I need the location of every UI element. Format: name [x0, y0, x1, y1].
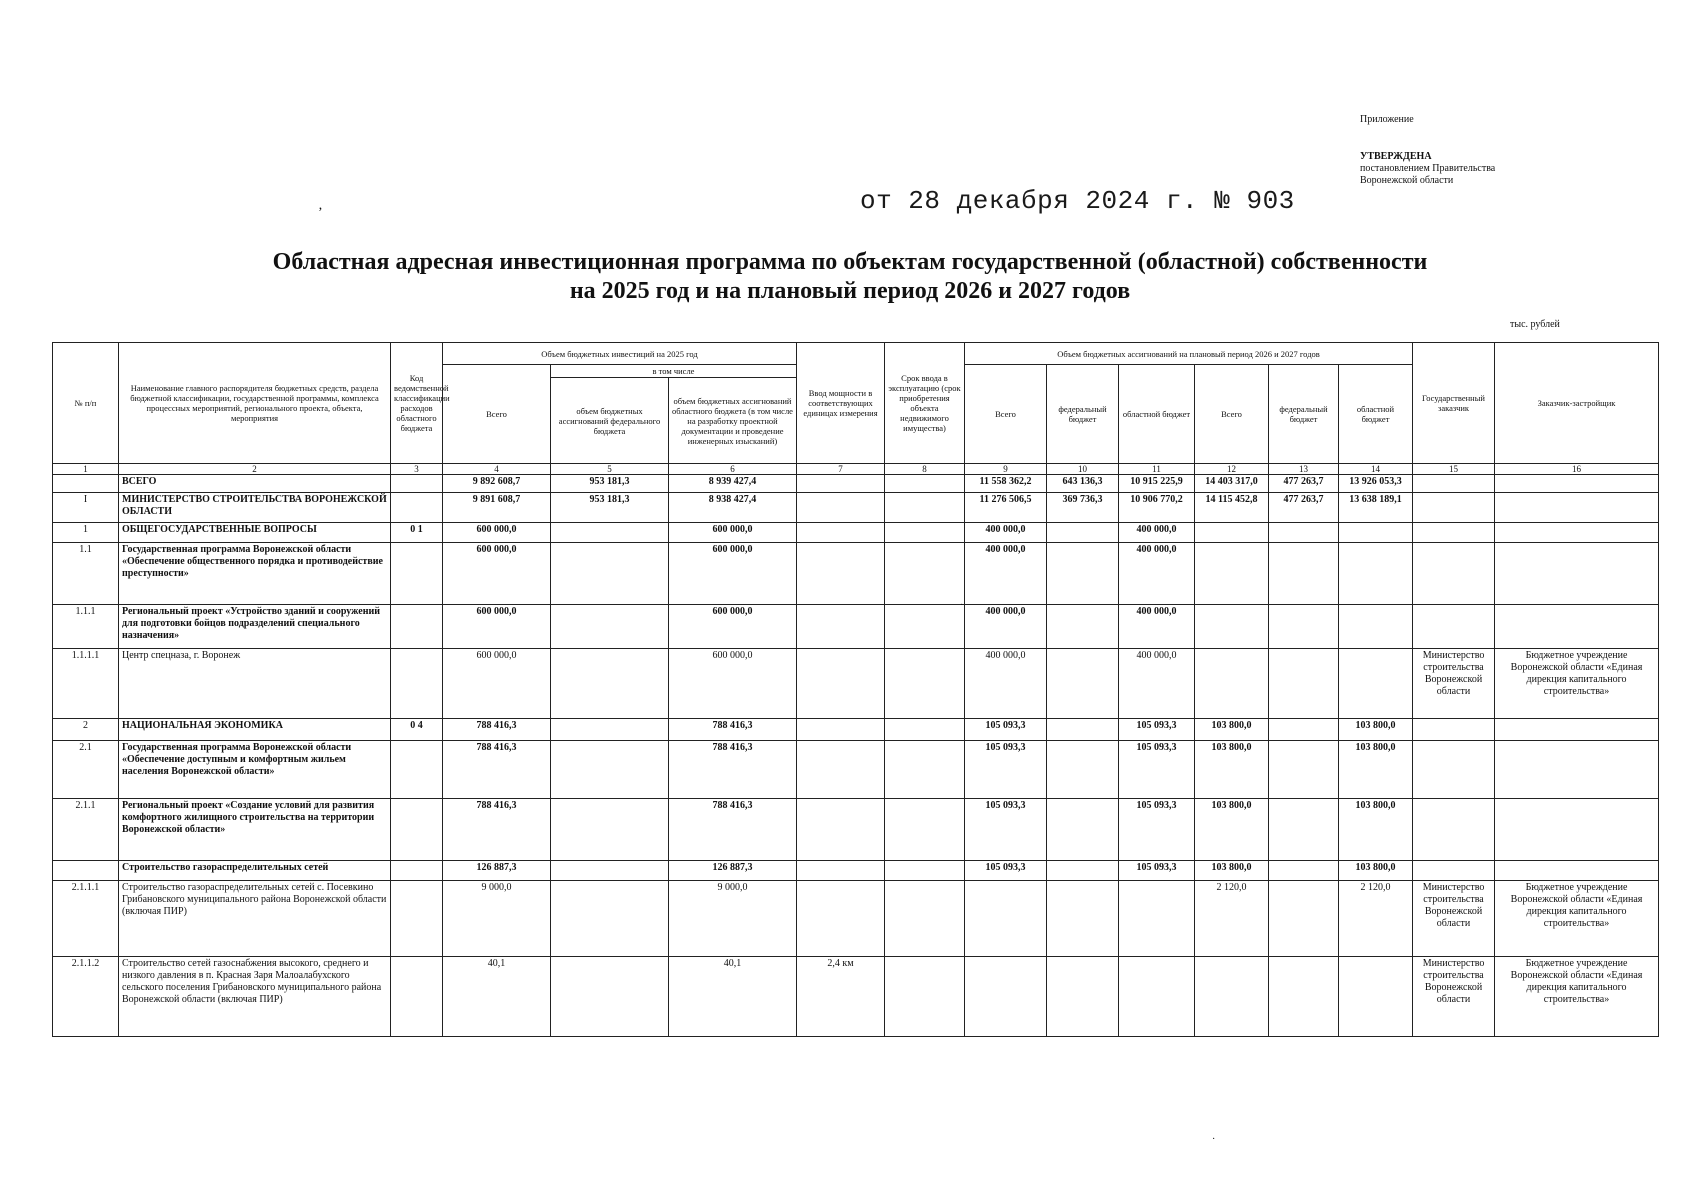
title-line-2: на 2025 год и на плановый период 2026 и 2027 годов	[569, 278, 1131, 304]
stray-dot: ·	[960, 600, 964, 611]
col-name-header: Наименование главного распорядителя бюджетных средств, раздела бюджетной классификации, государственной программы, комплекса процессных мероприятий, регионального проекта, объекта, мероприятия	[119, 343, 391, 464]
row-federal-2027	[1269, 523, 1339, 543]
row-federal-2026: 369 736,3	[1047, 493, 1119, 523]
row-commission-term	[885, 861, 965, 881]
row-regional-2026: 105 093,3	[1119, 861, 1195, 881]
row-regional-2025: 788 416,3	[669, 741, 797, 799]
stray-dot: ·	[1212, 1134, 1216, 1145]
col-federal-vol-header: объем бюджетных ассигнований федерального бюджета	[551, 378, 669, 464]
col-vol2025-header: Объем бюджетных инвестиций на 2025 год	[443, 343, 797, 365]
row-total-2025: 788 416,3	[443, 799, 551, 861]
col-fed2027-header: федеральный бюджет	[1269, 365, 1339, 464]
row-total-2025: 788 416,3	[443, 719, 551, 741]
row-customer	[1413, 799, 1495, 861]
row-total-2026: 11 558 362,2	[965, 475, 1047, 493]
row-total-2025: 9 000,0	[443, 881, 551, 957]
row-commission-term	[885, 605, 965, 649]
table-row	[53, 861, 1659, 881]
row-federal-2025	[551, 543, 669, 605]
row-capacity: 2,4 км	[797, 957, 885, 1037]
row-name: ОБЩЕГОСУДАРСТВЕННЫЕ ВОПРОСЫ	[119, 523, 391, 543]
row-regional-2026: 400 000,0	[1119, 605, 1195, 649]
row-federal-2025	[551, 649, 669, 719]
row-federal-2026	[1047, 605, 1119, 649]
row-code	[391, 741, 443, 799]
investment-table	[52, 342, 1659, 1037]
row-regional-2026	[1119, 957, 1195, 1037]
row-capacity	[797, 543, 885, 605]
row-federal-2025	[551, 741, 669, 799]
row-total-2025: 600 000,0	[443, 605, 551, 649]
row-federal-2027	[1269, 543, 1339, 605]
row-regional-2026: 105 093,3	[1119, 799, 1195, 861]
table-row	[53, 957, 1659, 1037]
row-regional-2027: 13 926 053,3	[1339, 475, 1413, 493]
row-federal-2025	[551, 719, 669, 741]
row-commission-term	[885, 741, 965, 799]
table-row	[53, 881, 1659, 957]
table-row	[53, 523, 1659, 543]
row-regional-2025: 600 000,0	[669, 605, 797, 649]
row-name: МИНИСТЕРСТВО СТРОИТЕЛЬСТВА ВОРОНЕЖСКОЙ ОБЛАСТИ	[119, 493, 391, 523]
row-total-2027: 103 800,0	[1195, 719, 1269, 741]
row-regional-2026: 105 093,3	[1119, 741, 1195, 799]
row-developer	[1495, 523, 1659, 543]
row-developer	[1495, 493, 1659, 523]
col-reg2026-header: областной бюджет	[1119, 365, 1195, 464]
row-developer	[1495, 475, 1659, 493]
row-total-2027	[1195, 957, 1269, 1037]
col-total-header: Всего	[443, 365, 551, 464]
row-regional-2027: 103 800,0	[1339, 719, 1413, 741]
row-regional-2026: 10 915 225,9	[1119, 475, 1195, 493]
col-regional-vol-header: объем бюджетных ассигнований областного бюджета (в том числе на разработку проектной документации и проведение инженерных изысканий)	[669, 378, 797, 464]
row-regional-2025: 600 000,0	[669, 649, 797, 719]
row-regional-2025: 788 416,3	[669, 799, 797, 861]
row-federal-2025	[551, 523, 669, 543]
row-regional-2025: 40,1	[669, 957, 797, 1037]
row-federal-2025: 953 181,3	[551, 493, 669, 523]
row-customer	[1413, 741, 1495, 799]
row-code	[391, 861, 443, 881]
column-number-cell: 10	[1047, 464, 1119, 475]
column-number-cell: 15	[1413, 464, 1495, 475]
column-number-cell: 11	[1119, 464, 1195, 475]
row-regional-2026: 400 000,0	[1119, 543, 1195, 605]
row-customer	[1413, 605, 1495, 649]
row-total-2025: 600 000,0	[443, 523, 551, 543]
row-customer	[1413, 523, 1495, 543]
row-capacity	[797, 649, 885, 719]
row-total-2026: 400 000,0	[965, 605, 1047, 649]
table-row	[53, 719, 1659, 741]
row-number: I	[53, 493, 119, 523]
row-regional-2027	[1339, 523, 1413, 543]
row-number: 1.1.1	[53, 605, 119, 649]
investment-table-wrap	[52, 342, 1658, 1037]
row-number: 1.1	[53, 543, 119, 605]
row-regional-2025: 126 887,3	[669, 861, 797, 881]
row-developer: Бюджетное учреждение Воронежской области «Единая дирекция капитального строительства»	[1495, 649, 1659, 719]
row-federal-2026	[1047, 799, 1119, 861]
row-total-2025: 600 000,0	[443, 543, 551, 605]
row-regional-2027: 13 638 189,1	[1339, 493, 1413, 523]
table-row	[53, 741, 1659, 799]
row-code	[391, 881, 443, 957]
row-total-2026: 400 000,0	[965, 543, 1047, 605]
document-title	[200, 248, 1500, 306]
row-total-2026	[965, 957, 1047, 1037]
table-row	[53, 475, 1659, 493]
row-developer	[1495, 741, 1659, 799]
row-regional-2027: 103 800,0	[1339, 861, 1413, 881]
row-total-2025: 40,1	[443, 957, 551, 1037]
row-total-2026: 11 276 506,5	[965, 493, 1047, 523]
row-commission-term	[885, 543, 965, 605]
row-federal-2025: 953 181,3	[551, 475, 669, 493]
column-number-cell: 4	[443, 464, 551, 475]
col-incl-header: в том числе	[551, 365, 797, 378]
row-customer	[1413, 493, 1495, 523]
row-federal-2027	[1269, 605, 1339, 649]
approved-title: УТВЕРЖДЕНА	[1360, 151, 1432, 162]
row-commission-term	[885, 649, 965, 719]
table-row	[53, 799, 1659, 861]
row-capacity	[797, 523, 885, 543]
row-name: Строительство сетей газоснабжения высокого, среднего и низкого давления в п. Красная Заря Малоалабухского сельского поселения Грибановского муниципального района Воронежской области (включая ПИР)	[119, 957, 391, 1037]
row-number	[53, 475, 119, 493]
row-number: 2.1.1.1	[53, 881, 119, 957]
row-total-2027	[1195, 605, 1269, 649]
row-customer: Министерство строительства Воронежской области	[1413, 881, 1495, 957]
column-number-cell: 3	[391, 464, 443, 475]
column-number-row	[53, 464, 1659, 475]
row-federal-2026	[1047, 741, 1119, 799]
row-code	[391, 543, 443, 605]
row-total-2026: 105 093,3	[965, 861, 1047, 881]
col-capacity-header: Ввод мощности в соответствующих единицах измерения	[797, 343, 885, 464]
row-code	[391, 649, 443, 719]
col-customer-header: Государственный заказчик	[1413, 343, 1495, 464]
row-federal-2027: 477 263,7	[1269, 475, 1339, 493]
table-body	[53, 475, 1659, 1037]
approval-stamp	[1360, 151, 1495, 187]
row-federal-2027	[1269, 719, 1339, 741]
row-capacity	[797, 493, 885, 523]
table-row	[53, 493, 1659, 523]
row-regional-2027	[1339, 957, 1413, 1037]
row-name: Строительство газораспределительных сетей с. Посевкино Грибановского муниципального района Воронежской области (включая ПИР)	[119, 881, 391, 957]
row-name: Государственная программа Воронежской области «Обеспечение доступным и комфортным жильем населения Воронежской области»	[119, 741, 391, 799]
row-regional-2025: 788 416,3	[669, 719, 797, 741]
row-federal-2025	[551, 605, 669, 649]
col-code-header: Код ведомственной классификации расходов областного бюджета	[391, 343, 443, 464]
row-name: ВСЕГО	[119, 475, 391, 493]
row-regional-2027	[1339, 649, 1413, 719]
row-developer	[1495, 605, 1659, 649]
row-total-2026: 400 000,0	[965, 523, 1047, 543]
row-customer	[1413, 543, 1495, 605]
row-commission-term	[885, 957, 965, 1037]
row-regional-2027: 103 800,0	[1339, 799, 1413, 861]
row-regional-2026	[1119, 881, 1195, 957]
row-regional-2025: 600 000,0	[669, 523, 797, 543]
row-total-2027	[1195, 543, 1269, 605]
row-total-2027: 2 120,0	[1195, 881, 1269, 957]
row-name: Государственная программа Воронежской области «Обеспечение общественного порядка и противодействие преступности»	[119, 543, 391, 605]
row-total-2025: 9 891 608,7	[443, 493, 551, 523]
row-total-2025: 600 000,0	[443, 649, 551, 719]
col-fed2026-header: федеральный бюджет	[1047, 365, 1119, 464]
stray-mark: ‚	[318, 198, 323, 213]
row-code	[391, 957, 443, 1037]
row-number: 1.1.1.1	[53, 649, 119, 719]
row-federal-2026: 643 136,3	[1047, 475, 1119, 493]
row-code	[391, 475, 443, 493]
column-number-cell: 6	[669, 464, 797, 475]
row-developer	[1495, 861, 1659, 881]
approved-line-1: постановлением Правительства	[1360, 163, 1496, 174]
row-capacity	[797, 605, 885, 649]
row-federal-2026	[1047, 957, 1119, 1037]
row-capacity	[797, 741, 885, 799]
row-customer	[1413, 861, 1495, 881]
row-code: 0 4	[391, 719, 443, 741]
row-number: 2.1.1	[53, 799, 119, 861]
row-commission-term	[885, 493, 965, 523]
approved-line-2: Воронежской области	[1360, 175, 1454, 186]
row-federal-2025	[551, 799, 669, 861]
row-code	[391, 605, 443, 649]
row-total-2027: 103 800,0	[1195, 799, 1269, 861]
column-number-cell: 2	[119, 464, 391, 475]
col-total2027-header: Всего	[1195, 365, 1269, 464]
row-total-2027: 14 115 452,8	[1195, 493, 1269, 523]
row-regional-2027: 2 120,0	[1339, 881, 1413, 957]
row-customer: Министерство строительства Воронежской области	[1413, 649, 1495, 719]
row-code: 0 1	[391, 523, 443, 543]
row-total-2027: 103 800,0	[1195, 741, 1269, 799]
column-number-cell: 1	[53, 464, 119, 475]
row-customer	[1413, 475, 1495, 493]
row-total-2027	[1195, 523, 1269, 543]
row-developer	[1495, 543, 1659, 605]
row-regional-2027: 103 800,0	[1339, 741, 1413, 799]
row-capacity	[797, 881, 885, 957]
decree-date-number: от 28 декабря 2024 г. № 903	[860, 186, 1295, 216]
row-federal-2027: 477 263,7	[1269, 493, 1339, 523]
table-row	[53, 605, 1659, 649]
row-developer	[1495, 799, 1659, 861]
row-name: Региональный проект «Устройство зданий и сооружений для подготовки бойцов подразделений специального назначения»	[119, 605, 391, 649]
row-commission-term	[885, 881, 965, 957]
column-number-cell: 12	[1195, 464, 1269, 475]
row-commission-term	[885, 475, 965, 493]
row-federal-2026	[1047, 649, 1119, 719]
row-total-2027: 14 403 317,0	[1195, 475, 1269, 493]
row-federal-2026	[1047, 861, 1119, 881]
column-number-cell: 7	[797, 464, 885, 475]
row-total-2026: 105 093,3	[965, 799, 1047, 861]
row-developer: Бюджетное учреждение Воронежской области «Единая дирекция капитального строительства»	[1495, 881, 1659, 957]
row-federal-2027	[1269, 957, 1339, 1037]
row-federal-2025	[551, 861, 669, 881]
column-number-cell: 13	[1269, 464, 1339, 475]
row-total-2025: 126 887,3	[443, 861, 551, 881]
column-number-cell: 8	[885, 464, 965, 475]
row-capacity	[797, 475, 885, 493]
row-federal-2027	[1269, 881, 1339, 957]
col-planned-header: Объем бюджетных ассигнований на плановый период 2026 и 2027 годов	[965, 343, 1413, 365]
row-capacity	[797, 861, 885, 881]
col-num-header: № п/п	[53, 343, 119, 464]
row-commission-term	[885, 799, 965, 861]
row-customer: Министерство строительства Воронежской области	[1413, 957, 1495, 1037]
row-total-2027	[1195, 649, 1269, 719]
column-number-cell: 9	[965, 464, 1047, 475]
row-developer: Бюджетное учреждение Воронежской области «Единая дирекция капитального строительства»	[1495, 957, 1659, 1037]
col-total2026-header: Всего	[965, 365, 1047, 464]
row-federal-2026	[1047, 719, 1119, 741]
row-regional-2025: 9 000,0	[669, 881, 797, 957]
row-total-2026: 400 000,0	[965, 649, 1047, 719]
table-row	[53, 649, 1659, 719]
row-federal-2027	[1269, 861, 1339, 881]
row-name: Центр спецназа, г. Воронеж	[119, 649, 391, 719]
row-number: 2.1.1.2	[53, 957, 119, 1037]
table-row	[53, 543, 1659, 605]
row-name: Региональный проект «Создание условий для развития комфортного жилищного строительства на территории Воронежской области»	[119, 799, 391, 861]
row-regional-2026: 10 906 770,2	[1119, 493, 1195, 523]
row-customer	[1413, 719, 1495, 741]
row-regional-2026: 400 000,0	[1119, 523, 1195, 543]
row-total-2026	[965, 881, 1047, 957]
row-name: Строительство газораспределительных сетей	[119, 861, 391, 881]
row-commission-term	[885, 523, 965, 543]
row-regional-2027	[1339, 543, 1413, 605]
column-number-cell: 14	[1339, 464, 1413, 475]
row-federal-2027	[1269, 741, 1339, 799]
row-number: 2	[53, 719, 119, 741]
row-total-2026: 105 093,3	[965, 719, 1047, 741]
row-number	[53, 861, 119, 881]
row-total-2025: 788 416,3	[443, 741, 551, 799]
row-regional-2025: 8 939 427,4	[669, 475, 797, 493]
units-label: тыс. рублей	[1510, 319, 1560, 330]
row-regional-2027	[1339, 605, 1413, 649]
row-developer	[1495, 719, 1659, 741]
col-reg2027-header: областной бюджет	[1339, 365, 1413, 464]
row-total-2026: 105 093,3	[965, 741, 1047, 799]
appendix-label: Приложение	[1360, 114, 1414, 125]
row-regional-2025: 8 938 427,4	[669, 493, 797, 523]
column-number-cell: 16	[1495, 464, 1659, 475]
row-capacity	[797, 719, 885, 741]
row-regional-2026: 105 093,3	[1119, 719, 1195, 741]
row-federal-2026	[1047, 543, 1119, 605]
title-line-1: Областная адресная инвестиционная программа по объектам государственной (областной) собственности	[272, 249, 1428, 275]
row-total-2025: 9 892 608,7	[443, 475, 551, 493]
row-federal-2025	[551, 957, 669, 1037]
row-federal-2026	[1047, 523, 1119, 543]
row-federal-2027	[1269, 799, 1339, 861]
column-number-cell: 5	[551, 464, 669, 475]
row-federal-2026	[1047, 881, 1119, 957]
row-code	[391, 799, 443, 861]
row-number: 2.1	[53, 741, 119, 799]
row-commission-term	[885, 719, 965, 741]
row-number: 1	[53, 523, 119, 543]
row-regional-2026: 400 000,0	[1119, 649, 1195, 719]
col-developer-header: Заказчик-застройщик	[1495, 343, 1659, 464]
row-federal-2025	[551, 881, 669, 957]
col-commission-header: Срок ввода в эксплуатацию (срок приобретения объекта недвижимого имущества)	[885, 343, 965, 464]
row-name: НАЦИОНАЛЬНАЯ ЭКОНОМИКА	[119, 719, 391, 741]
row-regional-2025: 600 000,0	[669, 543, 797, 605]
row-code	[391, 493, 443, 523]
row-total-2027: 103 800,0	[1195, 861, 1269, 881]
row-federal-2027	[1269, 649, 1339, 719]
row-capacity	[797, 799, 885, 861]
